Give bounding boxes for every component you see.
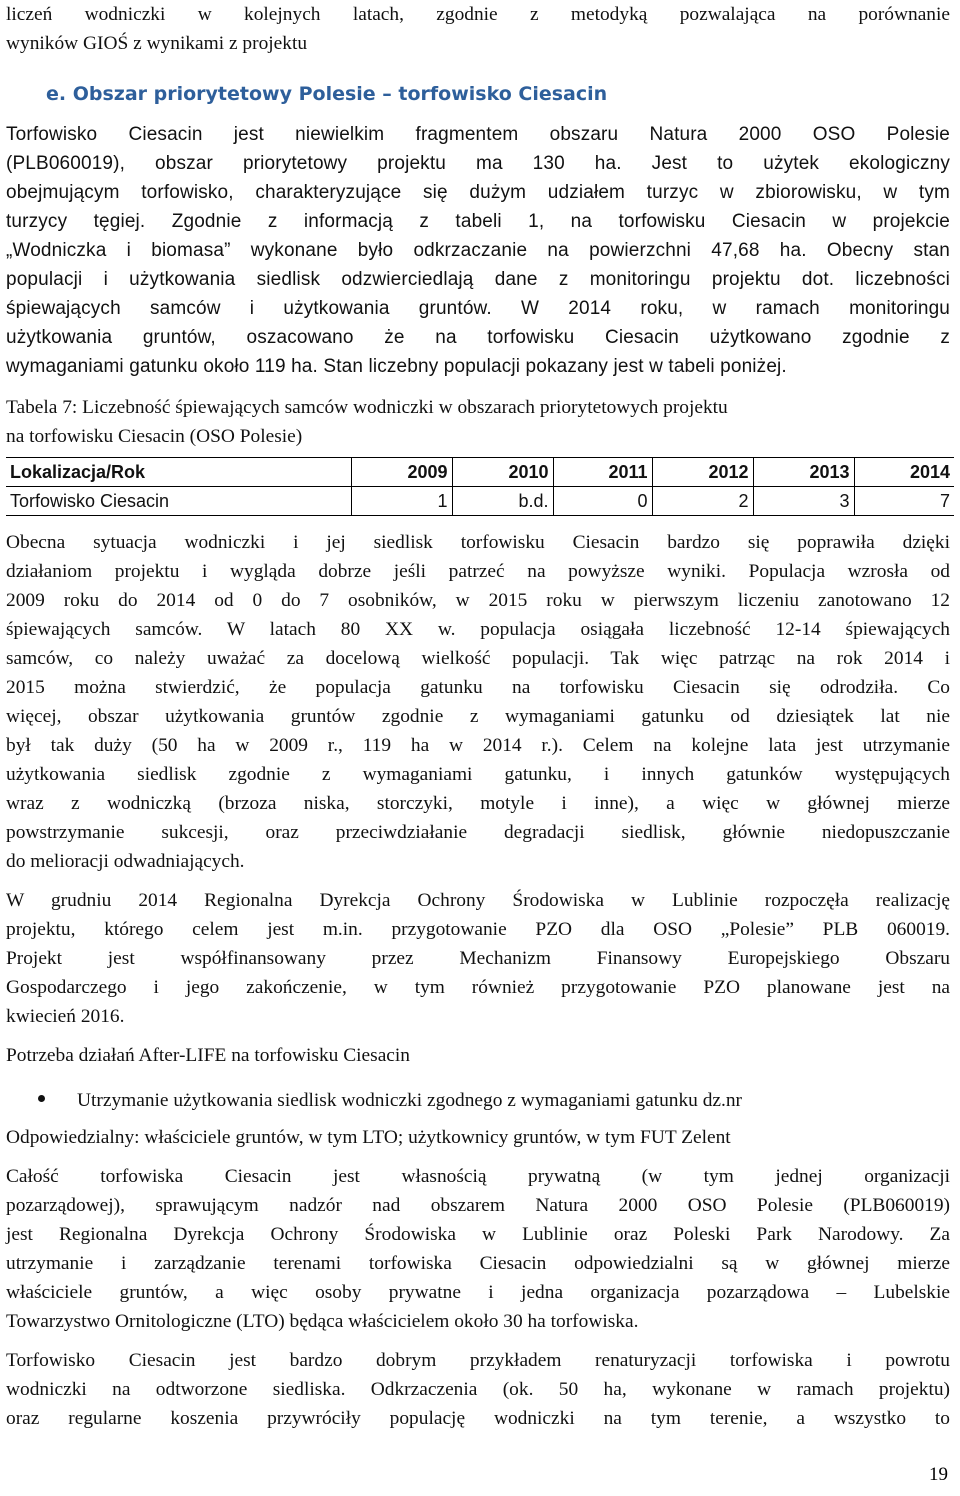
bullet-icon <box>38 1095 45 1102</box>
paragraph-ownership <box>6 1162 950 1336</box>
header-cell: 2013 <box>753 458 854 487</box>
text-line: Torfowisko Ciesacin jest bardzo dobrym przykładem renaturyzacji torfowiska i powrotu <box>6 1350 950 1371</box>
text-line: (PLB060019), obszar priorytetowy projektu ma 130 ha. Jest to użytek ekologiczny <box>6 153 950 174</box>
text-line: W grudniu 2014 Regionalna Dyrekcja Ochrony Środowiska w Lublinie rozpoczęła realizację <box>6 890 950 911</box>
header-cell: 2014 <box>854 458 954 487</box>
text-line: wraz z wodniczką (brzoza niska, storczyki, motyle i inne), a więc w głównej mierze <box>6 793 950 814</box>
bullet-text: Utrzymanie użytkowania siedlisk wodniczki zgodnego z wymaganiami gatunku dz.nr <box>77 1090 743 1111</box>
after-life-heading: Potrzeba działań After-LIFE na torfowisku Ciesacin <box>6 1045 410 1066</box>
text-line: na torfowisku Ciesacin (OSO Polesie) <box>6 426 303 447</box>
population-table <box>6 457 954 516</box>
table-cell: 1 <box>351 487 452 516</box>
text-line: wodniczki na odtworzone siedliska. Odkrzaczenia (ok. 50 ha, wykonane w ramach projektu) <box>6 1379 950 1400</box>
text-line: Torfowisko Ciesacin jest niewielkim fragmentem obszaru Natura 2000 OSO Polesie <box>6 124 950 145</box>
text-line: Towarzystwo Ornitologiczne (LTO) będąca właścicielem około 30 ha torfowiska. <box>6 1311 639 1332</box>
header-cell: 2009 <box>351 458 452 487</box>
text-line: utrzymanie i zarządzanie terenami torfowiska Ciesacin odpowiedzialni są w głównej mierze <box>6 1253 950 1274</box>
table-cell: 0 <box>553 487 652 516</box>
text-line: pozarządowej), sprawującym nadzór nad obszarem Natura 2000 OSO Polesie (PLB060019) <box>6 1195 950 1216</box>
text-line: użytkowania gruntów, oszacowano że na torfowisku Ciesacin użytkowano zgodnie z <box>6 327 950 348</box>
responsible-line: Odpowiedzialny: właściciele gruntów, w tym LTO; użytkownicy gruntów, w tym FUT Zelent <box>6 1127 731 1148</box>
text-line: Gospodarczego i jego zakończenie, w tym również przygotowanie PZO planowane jest na <box>6 977 950 998</box>
text-line: Obecna sytuacja wodniczki i jej siedlisk torfowisku Ciesacin bardzo się poprawiła dzięki <box>6 532 950 553</box>
text-line: działaniom projektu i wygląda dobrze jeśli patrzeć na powyższe wyniki. Populacja wzrosła od <box>6 561 950 582</box>
text-line: powstrzymanie sukcesji, oraz przeciwdziałanie degradacji siedlisk, głównie niedopuszczanie <box>6 822 950 843</box>
text-line: więcej, obszar użytkowania gruntów zgodnie z wymaganiami gatunku od dziesiątek lat nie <box>6 706 950 727</box>
header-cell: 2010 <box>452 458 553 487</box>
text-line: samców, co należy uważać za docelową wielkość populacji. Tak więc patrząc na rok 2014 i <box>6 648 950 669</box>
text-line: liczeń wodniczki w kolejnych latach, zgodnie z metodyką pozwalająca na porównanie <box>6 4 950 25</box>
text-line: Tabela 7: Liczebność śpiewających samców wodniczki w obszarach priorytetowych projektu <box>6 397 728 418</box>
bullet-list-item <box>6 1086 950 1115</box>
text-line: 2009 roku do 2014 od 0 do 7 osobników, w 2015 roku w pierwszym liczeniu zanotowano 12 <box>6 590 950 611</box>
text-line: 2015 można stwierdzić, że populacja gatunku na torfowisku Ciesacin się odrodziła. Co <box>6 677 950 698</box>
text-line: oraz regularne koszenia przywróciły populację wodniczki na tym terenie, a wszystko to <box>6 1408 950 1429</box>
text-line: obejmującym torfowisko, charakteryzujące się dużym udziałem turzyc w zbiorowisku, w tym <box>6 182 950 203</box>
header-cell: Lokalizacja/Rok <box>6 458 351 487</box>
page-number: 19 <box>929 1464 948 1485</box>
text-line: projektu, którego celem jest m.in. przygotowanie PZO dla OSO „Polesie” PLB 060019. <box>6 919 950 940</box>
text-line: turzycy tęgiej. Zgodnie z informacją z tabeli 1, na torfowisku Ciesacin w projekcie <box>6 211 950 232</box>
text-line: Całość torfowiska Ciesacin jest własnością prywatną (w tym jednej organizacji <box>6 1166 950 1187</box>
table-cell: 3 <box>753 487 854 516</box>
table-cell: 7 <box>854 487 954 516</box>
header-cell: 2012 <box>652 458 753 487</box>
table-header-row <box>6 458 954 487</box>
text-line: śpiewających samców i użytkowania gruntów. W 2014 roku, w ramach monitoringu <box>6 298 950 319</box>
section-heading: e. Obszar priorytetowy Polesie – torfowisko Ciesacin <box>46 83 608 105</box>
text-line: do melioracji odwadniających. <box>6 851 245 872</box>
text-line: wymaganiami gatunku około 119 ha. Stan liczebny populacji pokazany jest w tabeli poniżej. <box>6 356 787 377</box>
text-line: „Wodniczka i biomasa” wykonane było odkrzaczanie na powierzchni 47,68 ha. Obecny stan <box>6 240 950 261</box>
paragraph-renaturation <box>6 1346 950 1433</box>
text-line: Projekt jest współfinansowany przez Mechanizm Finansowy Europejskiego Obszaru <box>6 948 950 969</box>
paragraph-situation <box>6 528 950 876</box>
text-line: kwiecień 2016. <box>6 1006 125 1027</box>
table-caption <box>6 393 950 451</box>
text-line: właściciele gruntów, a więc osoby prywatne i jedna organizacja pozarządowa – Lubelskie <box>6 1282 950 1303</box>
table-cell: b.d. <box>452 487 553 516</box>
header-cell: 2011 <box>553 458 652 487</box>
table-row <box>6 487 954 516</box>
text-line: jest Regionalna Dyrekcja Ochrony Środowiska w Lublinie oraz Poleski Park Narodowy. Za <box>6 1224 950 1245</box>
text-line: użytkowania siedlisk zgodnie z wymaganiami gatunku, i innych gatunków występujących <box>6 764 950 785</box>
paragraph-natura-site <box>6 120 950 381</box>
text-line: śpiewających samców. W latach 80 XX w. populacja osiągała liczebność 12-14 śpiewających <box>6 619 950 640</box>
text-line: wyników GIOŚ z wynikami z projektu <box>6 33 308 54</box>
table-cell: Torfowisko Ciesacin <box>6 487 351 516</box>
text-line: populacji i użytkowania siedlisk odzwierciedlają dane z monitoringu projektu dot. liczebności <box>6 269 950 290</box>
table-cell: 2 <box>652 487 753 516</box>
paragraph-rdos <box>6 886 950 1031</box>
text-line: był tak duży (50 ha w 2009 r., 119 ha w 2014 r.). Celem na kolejne lata jest utrzymanie <box>6 735 950 756</box>
document-page <box>6 0 950 1433</box>
